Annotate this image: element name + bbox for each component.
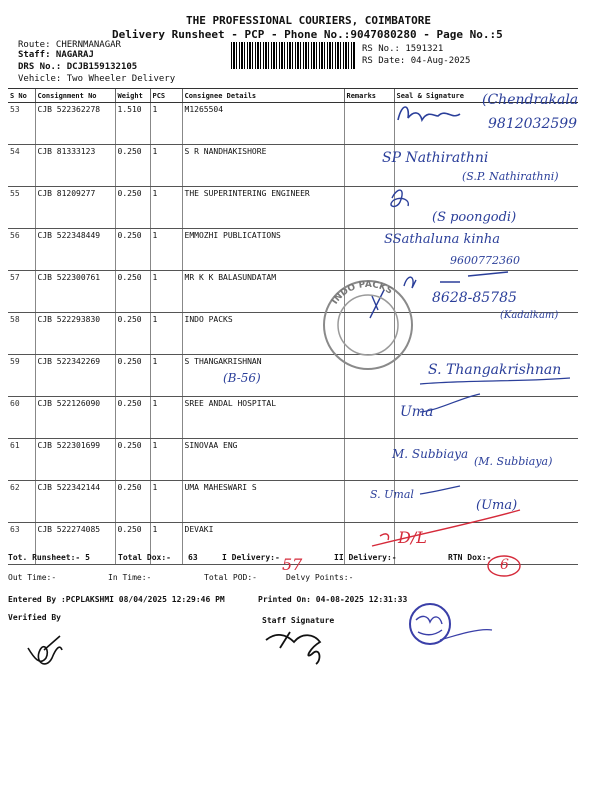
cell-weight: 0.250 <box>115 523 150 565</box>
col-signature: Seal & Signature <box>394 89 578 103</box>
cell-pcs: 1 <box>150 397 182 439</box>
red-slash-r63 <box>372 510 520 546</box>
handwriting-r57a: 9600772360 <box>450 254 520 267</box>
handwriting-r53a: (Chendrakala <box>482 92 579 108</box>
cell-sno: 58 <box>8 313 35 355</box>
cell-consignment: CJB 522126090 <box>35 397 115 439</box>
handwriting-r61b: (M. Subbiaya) <box>474 455 553 468</box>
col-consignee: Consignee Details <box>182 89 344 103</box>
cell-weight: 0.250 <box>115 187 150 229</box>
entered-by: Entered By :PCPLAKSHMI 08/04/2025 12:29:46 PM <box>8 595 225 604</box>
signature-r55 <box>391 190 408 206</box>
cell-pcs: 1 <box>150 229 182 271</box>
cell-consignee: SREE ANDAL HOSPITAL <box>182 397 344 439</box>
cell-consignment: CJB 522342144 <box>35 481 115 523</box>
cell-consignee: MR K K BALASUNDATAM <box>182 271 344 313</box>
handwriting-r54b: (S.P. Nathirathni) <box>462 170 559 183</box>
in-time: In Time:- <box>108 573 152 582</box>
cell-sno: 60 <box>8 397 35 439</box>
cell-pcs: 1 <box>150 103 182 145</box>
cell-pcs: 1 <box>150 313 182 355</box>
col-weight: Weight <box>115 89 150 103</box>
cell-pcs: 1 <box>150 145 182 187</box>
total-dox-value: 63 <box>188 553 198 562</box>
handwriting-r62a: S. Umal <box>370 488 414 501</box>
handwriting-r61a: M. Subbiaya <box>392 447 469 461</box>
rtn-circle <box>488 556 520 576</box>
runsheet-title: Delivery Runsheet - PCP - Phone No.:9047080280 - Page No.:5 <box>112 28 503 41</box>
ii-delivery-label: II Delivery:- <box>334 553 397 562</box>
cell-consignment: CJB 522274085 <box>35 523 115 565</box>
col-sno: S No <box>8 89 35 103</box>
cell-weight: 0.250 <box>115 355 150 397</box>
staff-signature-label: Staff Signature <box>262 616 335 625</box>
cell-consignee: THE SUPERINTERING ENGINEER <box>182 187 344 229</box>
signature-r62 <box>420 486 460 494</box>
cell-sno: 59 <box>8 355 35 397</box>
handwriting-r63: D/L <box>398 528 427 547</box>
rs-date: RS Date: 04-Aug-2025 <box>362 56 471 66</box>
cell-consignee: INDO PACKS <box>182 313 344 355</box>
cell-consignee: DEVAKI <box>182 523 344 565</box>
cell-consignment: CJB 81209277 <box>35 187 115 229</box>
drs-number: DRS No.: DCJB159132105 <box>18 62 138 72</box>
cell-consignee: S THANGAKRISHNAN <box>182 355 344 397</box>
handwriting-r56a: (S poongodi) <box>432 210 517 225</box>
i-delivery-label: I Delivery:- <box>222 553 280 562</box>
cell-weight: 0.250 <box>115 145 150 187</box>
delvy-points: Delvy Points:- <box>286 573 354 582</box>
cell-consignment: CJB 522342269 <box>35 355 115 397</box>
handwriting-r62b: (Uma) <box>476 498 518 513</box>
indo-packs-stamp <box>324 280 412 369</box>
signature-r57 <box>404 272 508 288</box>
out-time: Out Time:- <box>8 573 57 582</box>
handwriting-r56b: SSathaluna kinha <box>384 232 500 247</box>
staff-signature <box>266 632 320 664</box>
handwriting-i-delivery: 57 <box>282 555 303 574</box>
signature-r60 <box>420 394 480 412</box>
signature-r59 <box>420 378 570 384</box>
col-remarks: Remarks <box>344 89 394 103</box>
cell-sno: 55 <box>8 187 35 229</box>
cell-weight: 0.250 <box>115 397 150 439</box>
company-name: THE PROFESSIONAL COURIERS, COIMBATORE <box>186 14 432 27</box>
signature-r53 <box>398 107 460 120</box>
cell-sno: 63 <box>8 523 35 565</box>
cell-pcs: 1 <box>150 481 182 523</box>
cell-weight: 1.510 <box>115 103 150 145</box>
handwriting-r57b: 8628-85785 <box>432 290 517 306</box>
cell-consignment: CJB 522348449 <box>35 229 115 271</box>
verified-by: Verified By <box>8 613 61 622</box>
cell-consignment: CJB 522301699 <box>35 439 115 481</box>
cell-weight: 0.250 <box>115 481 150 523</box>
route-label: Route: CHERNMANAGAR <box>18 40 121 50</box>
col-pcs: PCS <box>150 89 182 103</box>
cell-sno: 56 <box>8 229 35 271</box>
total-pod: Total POD:- <box>204 573 257 582</box>
handwriting-r54a: SP Nathirathni <box>382 150 489 166</box>
col-consignment: Consignment No <box>35 89 115 103</box>
cell-consignee: S R NANDHAKISHORE <box>182 145 344 187</box>
cell-pcs: 1 <box>150 187 182 229</box>
cell-weight: 0.250 <box>115 313 150 355</box>
verified-signature <box>28 636 62 664</box>
cell-consignment: CJB 81333123 <box>35 145 115 187</box>
cell-sno: 62 <box>8 481 35 523</box>
cell-pcs: 1 <box>150 271 182 313</box>
cell-consignee: EMMOZHI PUBLICATIONS <box>182 229 344 271</box>
cell-pcs: 1 <box>150 355 182 397</box>
cell-pcs: 1 <box>150 523 182 565</box>
cell-sno: 54 <box>8 145 35 187</box>
tick-mark-r58 <box>370 290 384 318</box>
handwriting-r53b: 9812032599 <box>488 116 578 132</box>
printed-on: Printed On: 04-08-2025 12:31:33 <box>258 595 408 604</box>
cell-consignment: CJB 522293830 <box>35 313 115 355</box>
cell-sno: 61 <box>8 439 35 481</box>
handwriting-r59a: (B-56) <box>223 371 261 385</box>
cell-consignee: M1265504 <box>182 103 344 145</box>
tot-runsheet: Tot. Runsheet:- 5 <box>8 553 90 562</box>
cell-consignee: UMA MAHESWARI S <box>182 481 344 523</box>
blue-round-stamp <box>410 604 450 644</box>
cell-sno: 53 <box>8 103 35 145</box>
handwriting-r59b: S. Thangakrishnan <box>428 362 562 378</box>
cell-sno: 57 <box>8 271 35 313</box>
cell-consignee: SINOVAA ENG <box>182 439 344 481</box>
staff-label: Staff: NAGARAJ <box>18 50 94 60</box>
rtn-dox-label: RTN Dox:- <box>448 553 492 562</box>
handwriting-r60: Uma <box>400 404 434 420</box>
total-dox-label: Total Dox:- <box>118 553 171 562</box>
cell-pcs: 1 <box>150 439 182 481</box>
svg-text:INDO PACKS <box>330 280 394 306</box>
stamp-text: INDO PACKS <box>330 279 395 307</box>
cell-consignment: CJB 522300761 <box>35 271 115 313</box>
rs-number: RS No.: 1591321 <box>362 44 444 54</box>
cell-weight: 0.250 <box>115 439 150 481</box>
handwriting-rtn-dox: 6 <box>500 557 509 573</box>
cell-weight: 0.250 <box>115 229 150 271</box>
handwriting-r57c: (Kadalkam) <box>500 310 559 321</box>
cell-consignment: CJB 522362278 <box>35 103 115 145</box>
vehicle-label: Vehicle: Two Wheeler Delivery <box>18 74 176 84</box>
cell-weight: 0.250 <box>115 271 150 313</box>
